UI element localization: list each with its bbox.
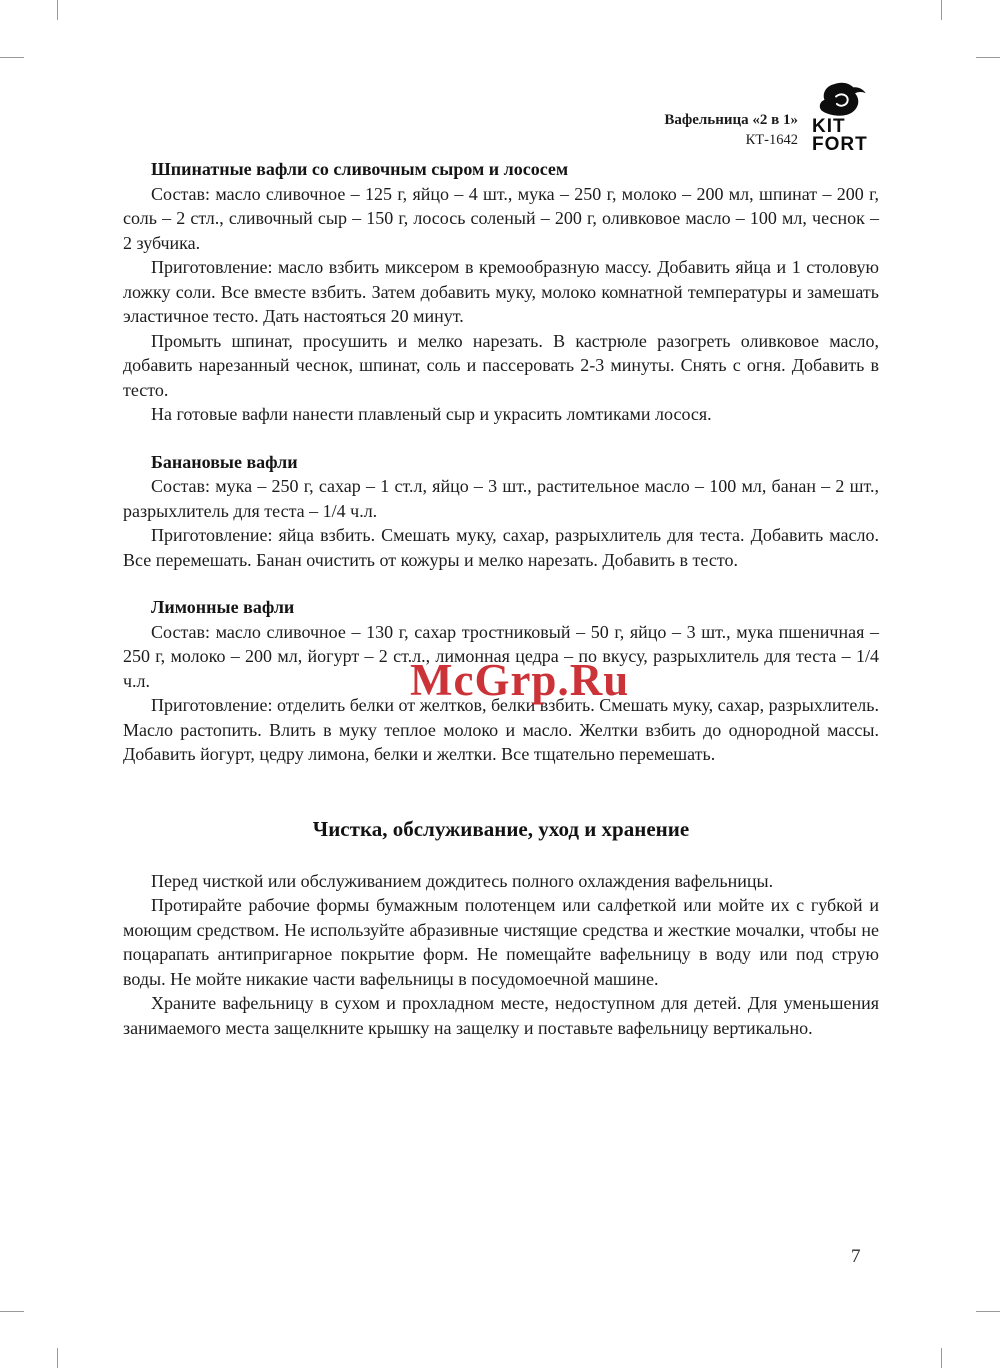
product-identifier <box>664 80 798 150</box>
recipe-title: Шпинатные вафли со сливочным сыром и лососем <box>151 159 569 179</box>
cleaning-paragraph: Перед чисткой или обслуживанием дождитесь полного охлаждения вафельницы. <box>151 870 774 891</box>
cleaning-paragraph: Протирайте рабочие формы бумажным полотенцем или салфеткой или мойте их с губкой и моющим средством. Не используйте абразивные чистящие средства и жесткие мочалки, чтобы не поцарапать антипригарное покрытие форм. Не помещайте вафельницу в воду или под струю воды. Не мойте никакие части вафельницы в посудомоечной машине. <box>123 895 879 989</box>
product-name: Вафельница «2 в 1» <box>664 112 798 128</box>
kitfort-bird-icon <box>814 80 868 118</box>
recipe-section-banana <box>123 450 879 573</box>
page-header <box>664 80 880 154</box>
kitfort-logo <box>812 80 880 154</box>
recipe-paragraph: На готовые вафли нанести плавленый сыр и украсить ломтиками лосося. <box>151 404 712 424</box>
recipe-section-spinach <box>123 157 879 427</box>
crop-mark-right-top <box>976 57 1000 58</box>
crop-mark-bottom-right <box>941 1348 942 1368</box>
brand-text-kit: KIT <box>812 116 846 137</box>
recipe-paragraph: Состав: масло сливочное – 125 г, яйцо – 4 шт., мука – 250 г, молоко – 200 мл, шпинат – 200 г, соль – 2 стл., сливочный сыр – 150 г, лосось соленый – 200 г, оливковое масло – 100 мл, чеснок – 2 зубчика. <box>123 183 879 253</box>
crop-mark-top-left <box>57 0 58 20</box>
cleaning-section-title: Чистка, обслуживание, уход и хранение <box>312 816 690 841</box>
brand-text-fort: FORT <box>812 134 868 155</box>
recipe-paragraph: Приготовление: яйца взбить. Смешать муку, сахар, разрыхлитель для теста. Добавить масло. Все перемешать. Банан очистить от кожуры и мелко нарезать. Добавить в тесто. <box>123 525 879 570</box>
crop-mark-left-top <box>0 57 24 58</box>
recipe-paragraph: Состав: масло сливочное – 130 г, сахар тростниковый – 50 г, яйцо – 3 шт., мука пшеничная – 250 г, молоко – 200 мл, йогурт – 2 ст.л., лимонная цедра – по вкусу, разрыхлитель для теста – 1/4 ч.л. <box>123 621 879 691</box>
product-model-code: КТ-1642 <box>745 132 798 148</box>
recipe-paragraph: Состав: мука – 250 г, сахар – 1 ст.л, яйцо – 3 шт., растительное масло – 100 мл, банан – 2 шт., разрыхлитель для теста – 1/4 ч.л. <box>123 476 879 521</box>
recipe-paragraph: Приготовление: отделить белки от желтков, белки взбить. Смешать муку, сахар, разрыхлитель. Масло растопить. Влить в муку теплое молоко и масло. Желтки взбить до однородной массы. Добавить йогурт, цедру лимона, белки и желтки. Все тщательно перемешать. <box>123 695 879 764</box>
recipe-section-lemon <box>123 595 879 767</box>
recipe-title: Лимонные вафли <box>151 597 295 617</box>
crop-mark-top-right <box>941 0 942 20</box>
crop-mark-bottom-left <box>57 1348 58 1368</box>
recipe-paragraph: Приготовление: масло взбить миксером в кремообразную массу. Добавить яйца и 1 столовую ложку соли. Все вместе взбить. Затем добавить муку, молоко комнатной температуры и замешать эластичное тесто. Дать настояться 20 минут. <box>123 257 879 326</box>
recipe-paragraph: Промыть шпинат, просушить и мелко нарезать. В кастрюле разогреть оливковое масло, добавить нарезанный чеснок, шпинат, соль и пассеровать 2-3 минуты. Снять с огня. Добавить в тесто. <box>123 330 879 400</box>
crop-mark-left-bottom <box>0 1311 24 1312</box>
crop-mark-right-bottom <box>976 1311 1000 1312</box>
document-body <box>123 157 879 1040</box>
recipe-title: Банановые вафли <box>151 451 298 472</box>
cleaning-section <box>123 815 879 1041</box>
cleaning-paragraph: Храните вафельницу в сухом и прохладном месте, недоступном для детей. Для уменьшения занимаемого места защелкните крышку на защелку и поставьте вафельницу вертикально. <box>123 993 879 1038</box>
mcgrp-watermark: McGrp.Ru <box>410 655 630 705</box>
page-number: 7 <box>851 1246 861 1267</box>
